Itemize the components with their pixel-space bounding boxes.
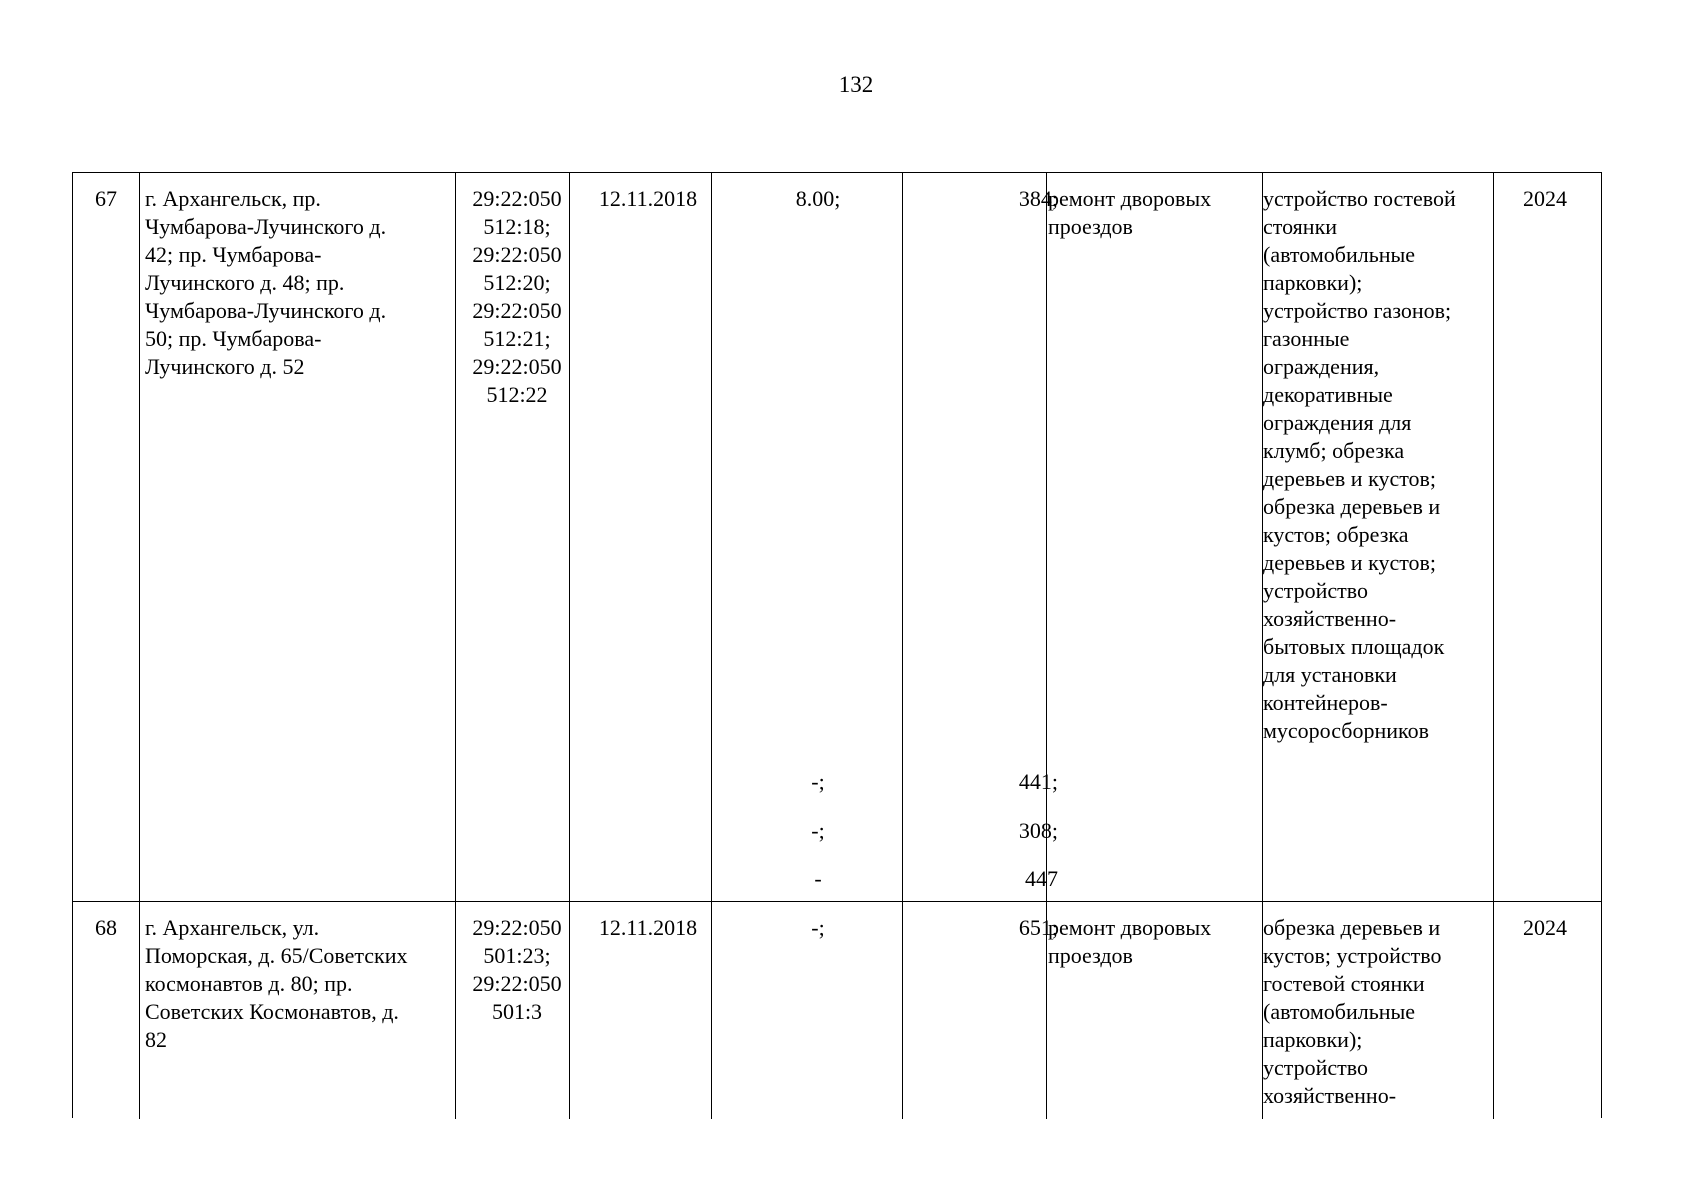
- date-cell: 12.11.2018: [598, 915, 698, 940]
- improvement-table: [72, 172, 1602, 1118]
- value-a-cell: 8.00;: [795, 186, 841, 211]
- page-number: 132: [838, 72, 874, 97]
- value-a-cell: -: [814, 866, 822, 891]
- value-b-cell: 384;: [1018, 186, 1058, 211]
- year-cell: 2024: [1523, 915, 1567, 940]
- value-b-cell: 441;: [1018, 769, 1058, 794]
- column-divider: [455, 902, 456, 1119]
- value-b-cell: 651;: [1018, 915, 1058, 940]
- row-number: 67: [95, 186, 117, 211]
- column-divider: [139, 902, 140, 1119]
- address-cell: г. Архангельск, пр. Чумбарова-Лучинского д. 42; пр. Чумбарова- Лучинского д. 48; пр. Чумбарова-Лучинского д. 50; пр. Чумбарова- Лучинского д. 52: [145, 186, 387, 379]
- row-number: 68: [95, 915, 117, 940]
- value-a-cell: -;: [811, 915, 825, 940]
- column-divider: [711, 173, 712, 901]
- value-a-cell: -;: [811, 818, 825, 843]
- cadastral-number-cell: 29:22:050 512:18; 29:22:050 512:20; 29:22:050 512:21; 29:22:050 512:22: [472, 186, 562, 407]
- work-details-cell: устройство гостевой стоянки (автомобильные парковки); устройство газонов; газонные ограждения, декоративные ограждения для клумб; обрезка деревьев и кустов; обрезка деревьев и кустов; обрезка деревьев и кустов; устройство хозяйственно- бытовых площадок для установки контейнеров- мусоросборников: [1263, 186, 1456, 743]
- value-b-cell: 447: [1025, 866, 1058, 891]
- column-divider: [455, 173, 456, 901]
- work-details-cell: обрезка деревьев и кустов; устройство гостевой стоянки (автомобильные парковки); устройство хозяйственно-: [1263, 915, 1442, 1108]
- work-type-cell: ремонт дворовых проездов: [1048, 186, 1212, 239]
- date-cell: 12.11.2018: [598, 186, 698, 211]
- value-a-cell: -;: [811, 769, 825, 794]
- column-divider: [139, 173, 140, 901]
- year-cell: 2024: [1523, 186, 1567, 211]
- value-b-cell: 308;: [1018, 818, 1058, 843]
- cadastral-number-cell: 29:22:050 501:23; 29:22:050 501:3: [472, 915, 562, 1024]
- table-row: [73, 902, 1601, 1119]
- address-cell: г. Архангельск, ул. Поморская, д. 65/Советских космонавтов д. 80; пр. Советских Космонавтов, д. 82: [145, 915, 408, 1052]
- work-type-cell: ремонт дворовых проездов: [1048, 915, 1212, 968]
- column-divider: [1493, 173, 1494, 901]
- table-row: [73, 173, 1601, 902]
